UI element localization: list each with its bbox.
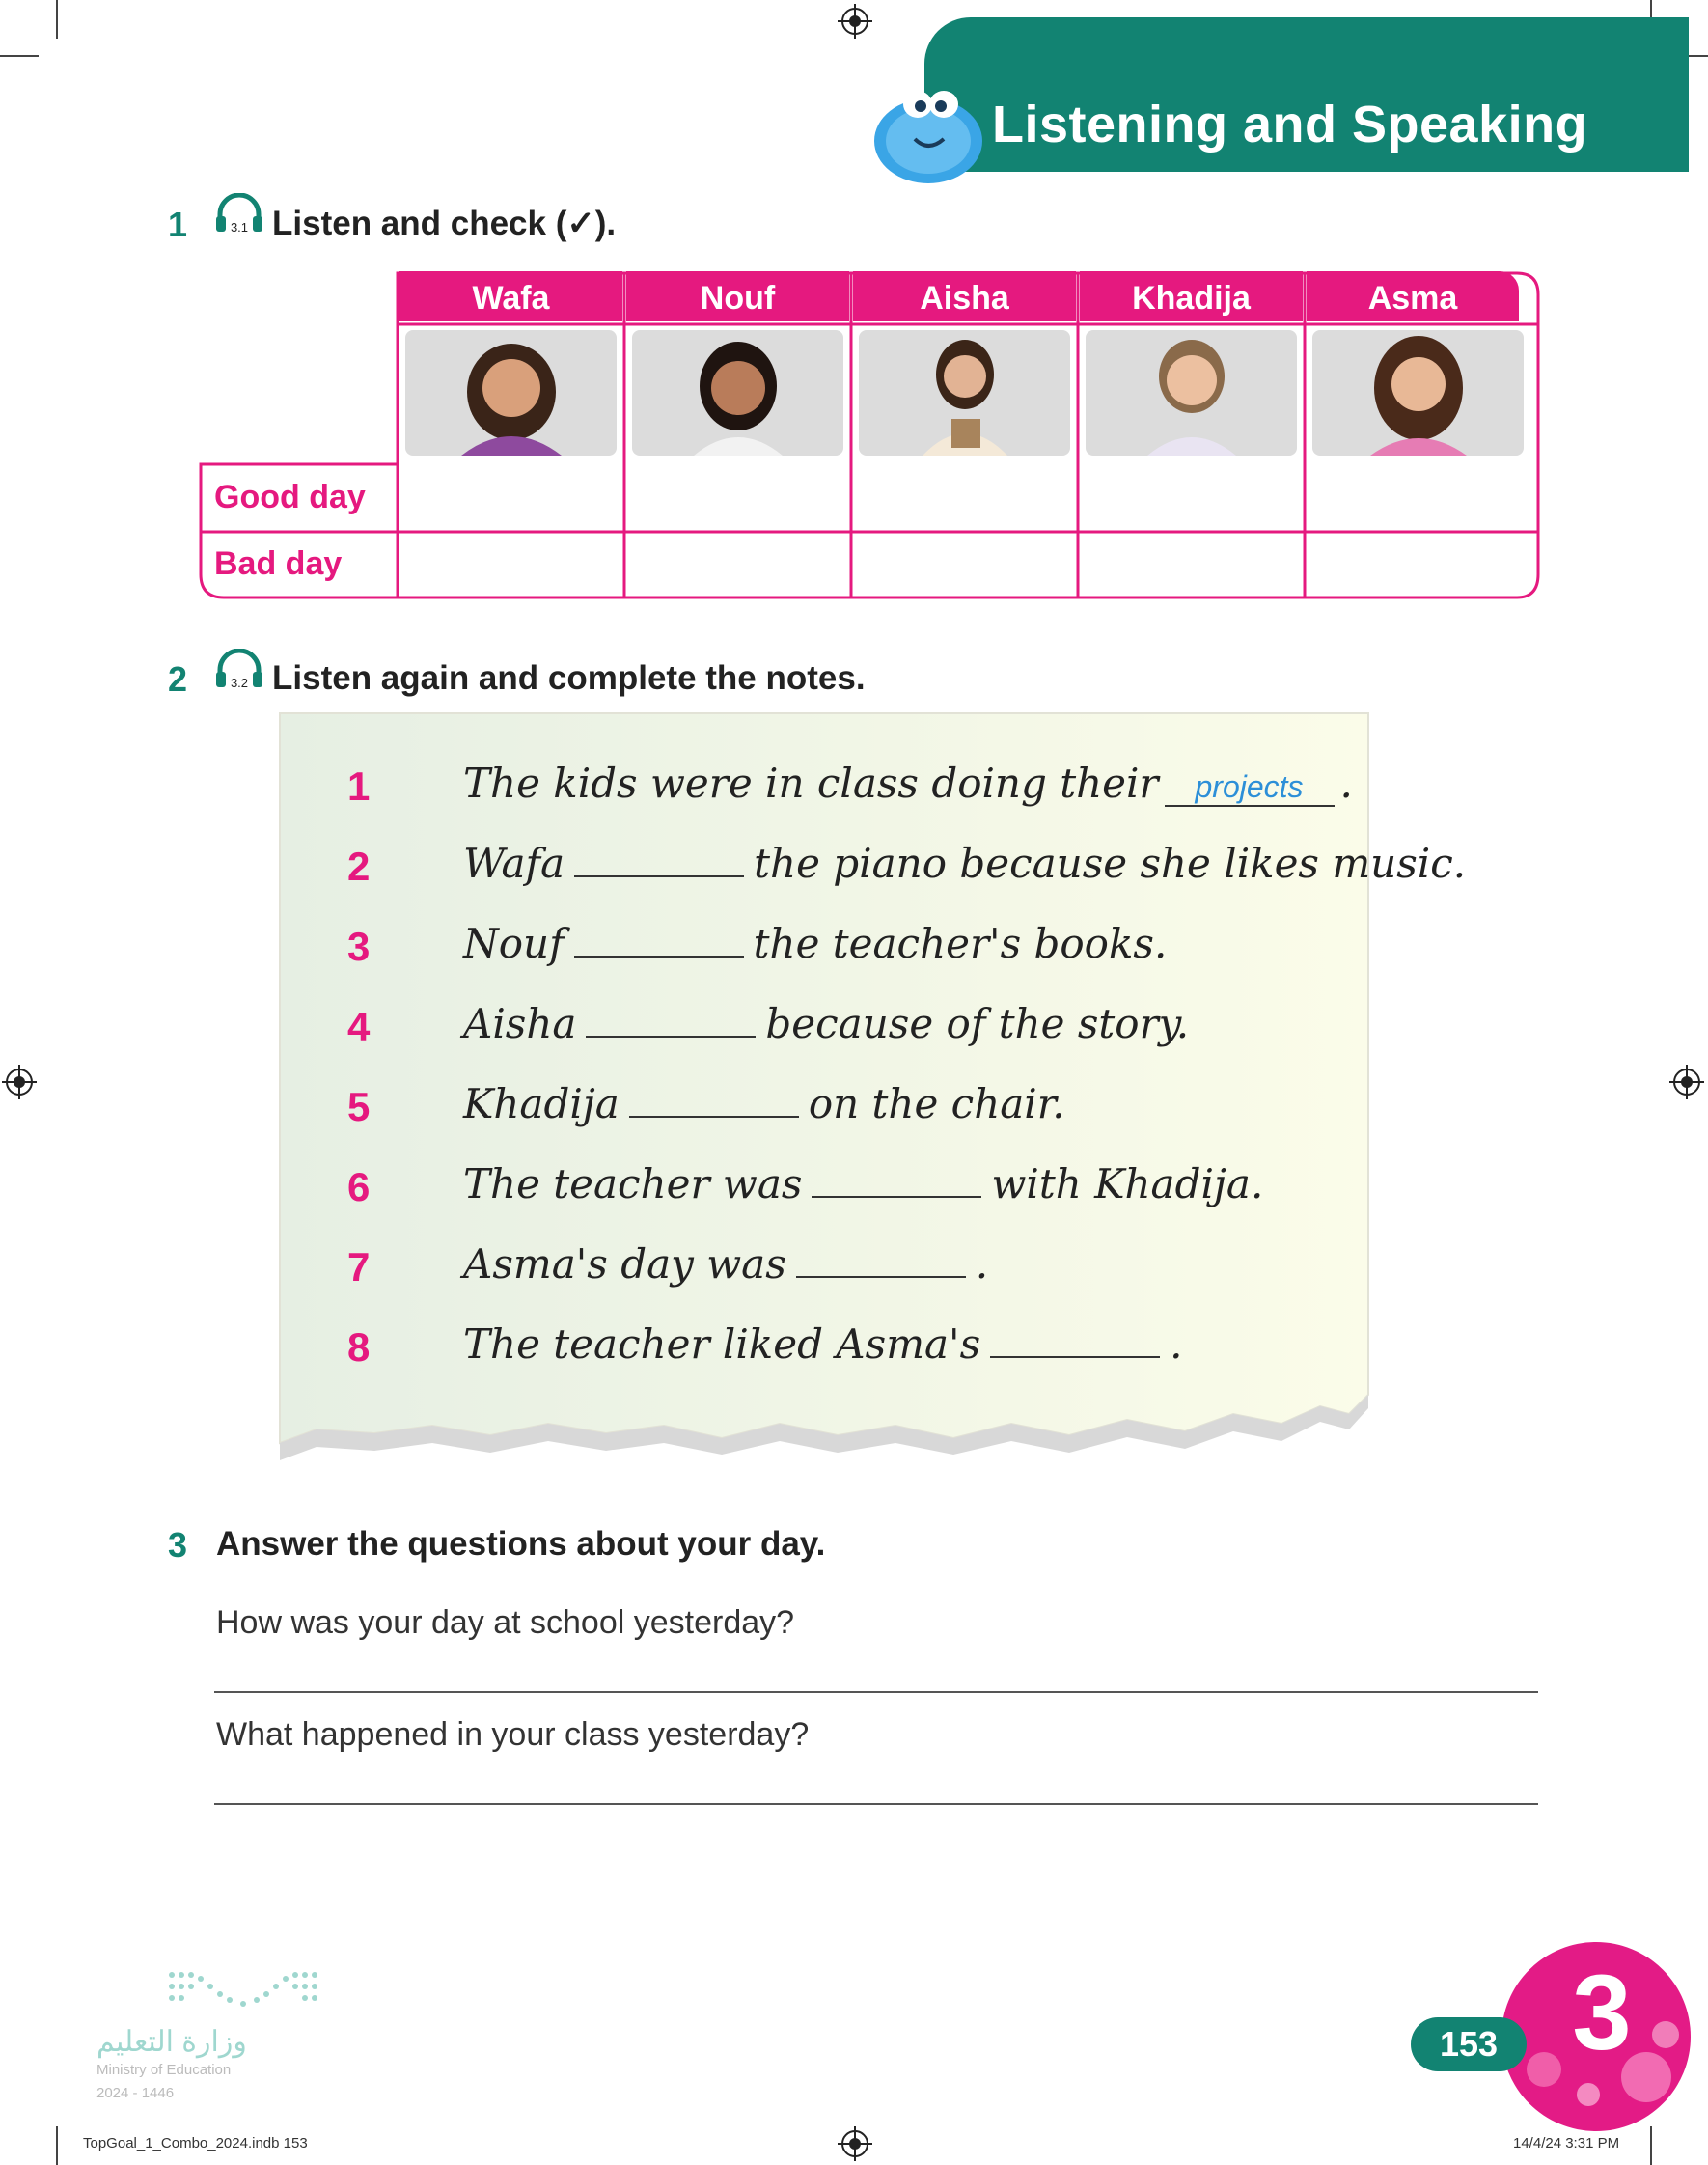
answer-blank[interactable] [812,1167,981,1198]
note-text-before: Aisha [463,1000,577,1047]
check-cell-khadija-bad[interactable] [1080,534,1303,596]
note-number: 8 [347,1324,371,1370]
page-title: Listening and Speaking [992,96,1588,153]
note-item [463,1240,988,1288]
section-instruction: Listen and check (✓). [272,205,617,242]
registration-mark-icon [2,1065,37,1099]
unit-number: 3 [1572,1954,1632,2072]
answer-blank[interactable] [574,927,744,958]
note-number: 5 [347,1084,371,1129]
check-cell-khadija-good[interactable] [1080,467,1303,531]
audio-track-number: 3.2 [230,676,249,690]
section-instruction: Answer the questions about your day. [216,1525,826,1563]
note-number: 6 [347,1164,371,1209]
note-text-after: because of the story. [765,1000,1190,1047]
ministry-arabic-name: وزارة التعليم [96,2026,247,2058]
section-number: 3 [168,1525,188,1565]
note-text-after: the piano because she likes music. [754,840,1467,887]
ministry-logo-icon [166,1969,320,2013]
note-item [463,760,1353,807]
student-photo-aisha [859,330,1070,456]
section-instruction: Listen again and complete the notes. [272,659,866,697]
note-number: 3 [347,924,371,969]
crop-mark [1650,2126,1652,2165]
answer-blank[interactable] [574,847,744,877]
check-cell-aisha-good[interactable] [853,467,1076,531]
registration-mark-icon [838,4,872,39]
notes-card [278,709,1467,1472]
print-timestamp: 14/4/24 3:31 PM [1513,2135,1620,2151]
check-cell-asma-bad[interactable] [1307,534,1536,596]
note-text-after: the teacher's books. [753,920,1168,967]
ministry-english-name: Ministry of Education [96,2062,232,2078]
note-item [463,840,1466,887]
check-cell-wafa-good[interactable] [399,467,622,531]
note-text-after: . [1170,1320,1183,1368]
crop-mark [0,55,39,57]
registration-mark-icon [1669,1065,1704,1099]
answer-field[interactable]: projects [1165,769,1335,807]
check-cell-nouf-good[interactable] [626,467,849,531]
note-item [463,1160,1263,1207]
note-text-after: . [1339,760,1353,807]
note-text-after: with Khadija. [991,1160,1264,1207]
student-name-nouf: Nouf [626,271,849,321]
row-label-good-day: Good day [214,479,366,515]
note-text-before: Nouf [463,920,565,967]
crop-mark [56,2126,58,2165]
student-photo-nouf [632,330,843,456]
answer-blank[interactable] [586,1007,756,1038]
check-cell-nouf-bad[interactable] [626,534,849,596]
note-text-before: Khadija [463,1080,620,1127]
student-name-wafa: Wafa [399,271,622,321]
note-item [463,1080,1065,1127]
note-item [463,1000,1189,1047]
note-number: 4 [347,1004,371,1049]
student-name-aisha: Aisha [853,271,1076,321]
answer-line-1[interactable] [214,1691,1538,1693]
note-number: 2 [347,844,371,889]
student-photo-khadija [1086,330,1297,456]
print-slug: TopGoal_1_Combo_2024.indb 153 [83,2135,308,2151]
note-text-before: The kids were in class doing their [463,760,1159,807]
page-number: 153 [1411,2017,1527,2071]
answer-blank[interactable] [796,1247,966,1278]
note-item [463,920,1167,967]
check-table [199,271,1540,601]
student-name-asma: Asma [1307,271,1519,321]
check-cell-asma-good[interactable] [1307,467,1536,531]
note-item [463,1320,1183,1368]
section-number: 1 [168,205,188,244]
student-name-khadija: Khadija [1080,271,1303,321]
note-text-before: The teacher liked Asma's [463,1320,981,1368]
section-number: 2 [168,659,188,699]
ministry-year: 2024 - 1446 [96,2085,175,2101]
headphones-icon[interactable] [214,649,264,691]
note-number: 1 [347,763,371,809]
check-cell-aisha-bad[interactable] [853,534,1076,596]
note-text-after: . [975,1240,989,1288]
mascot-icon [865,81,990,189]
crop-mark [56,0,58,39]
note-number: 7 [347,1244,371,1290]
row-label-bad-day: Bad day [214,545,343,582]
note-text-after: on the chair. [808,1080,1065,1127]
note-text-before: The teacher was [463,1160,803,1207]
question-1: How was your day at school yesterday? [216,1604,795,1641]
note-text-before: Wafa [463,840,565,887]
answer-line-2[interactable] [214,1803,1538,1805]
question-2: What happened in your class yesterday? [216,1716,810,1753]
registration-mark-icon [838,2126,872,2161]
answer-blank[interactable] [629,1087,799,1118]
note-text-before: Asma's day was [463,1240,786,1288]
student-photo-asma [1312,330,1524,456]
check-cell-wafa-bad[interactable] [399,534,622,596]
headphones-icon[interactable] [214,193,264,236]
answer-blank[interactable] [990,1327,1160,1358]
student-photo-wafa [405,330,617,456]
audio-track-number: 3.1 [230,220,249,235]
